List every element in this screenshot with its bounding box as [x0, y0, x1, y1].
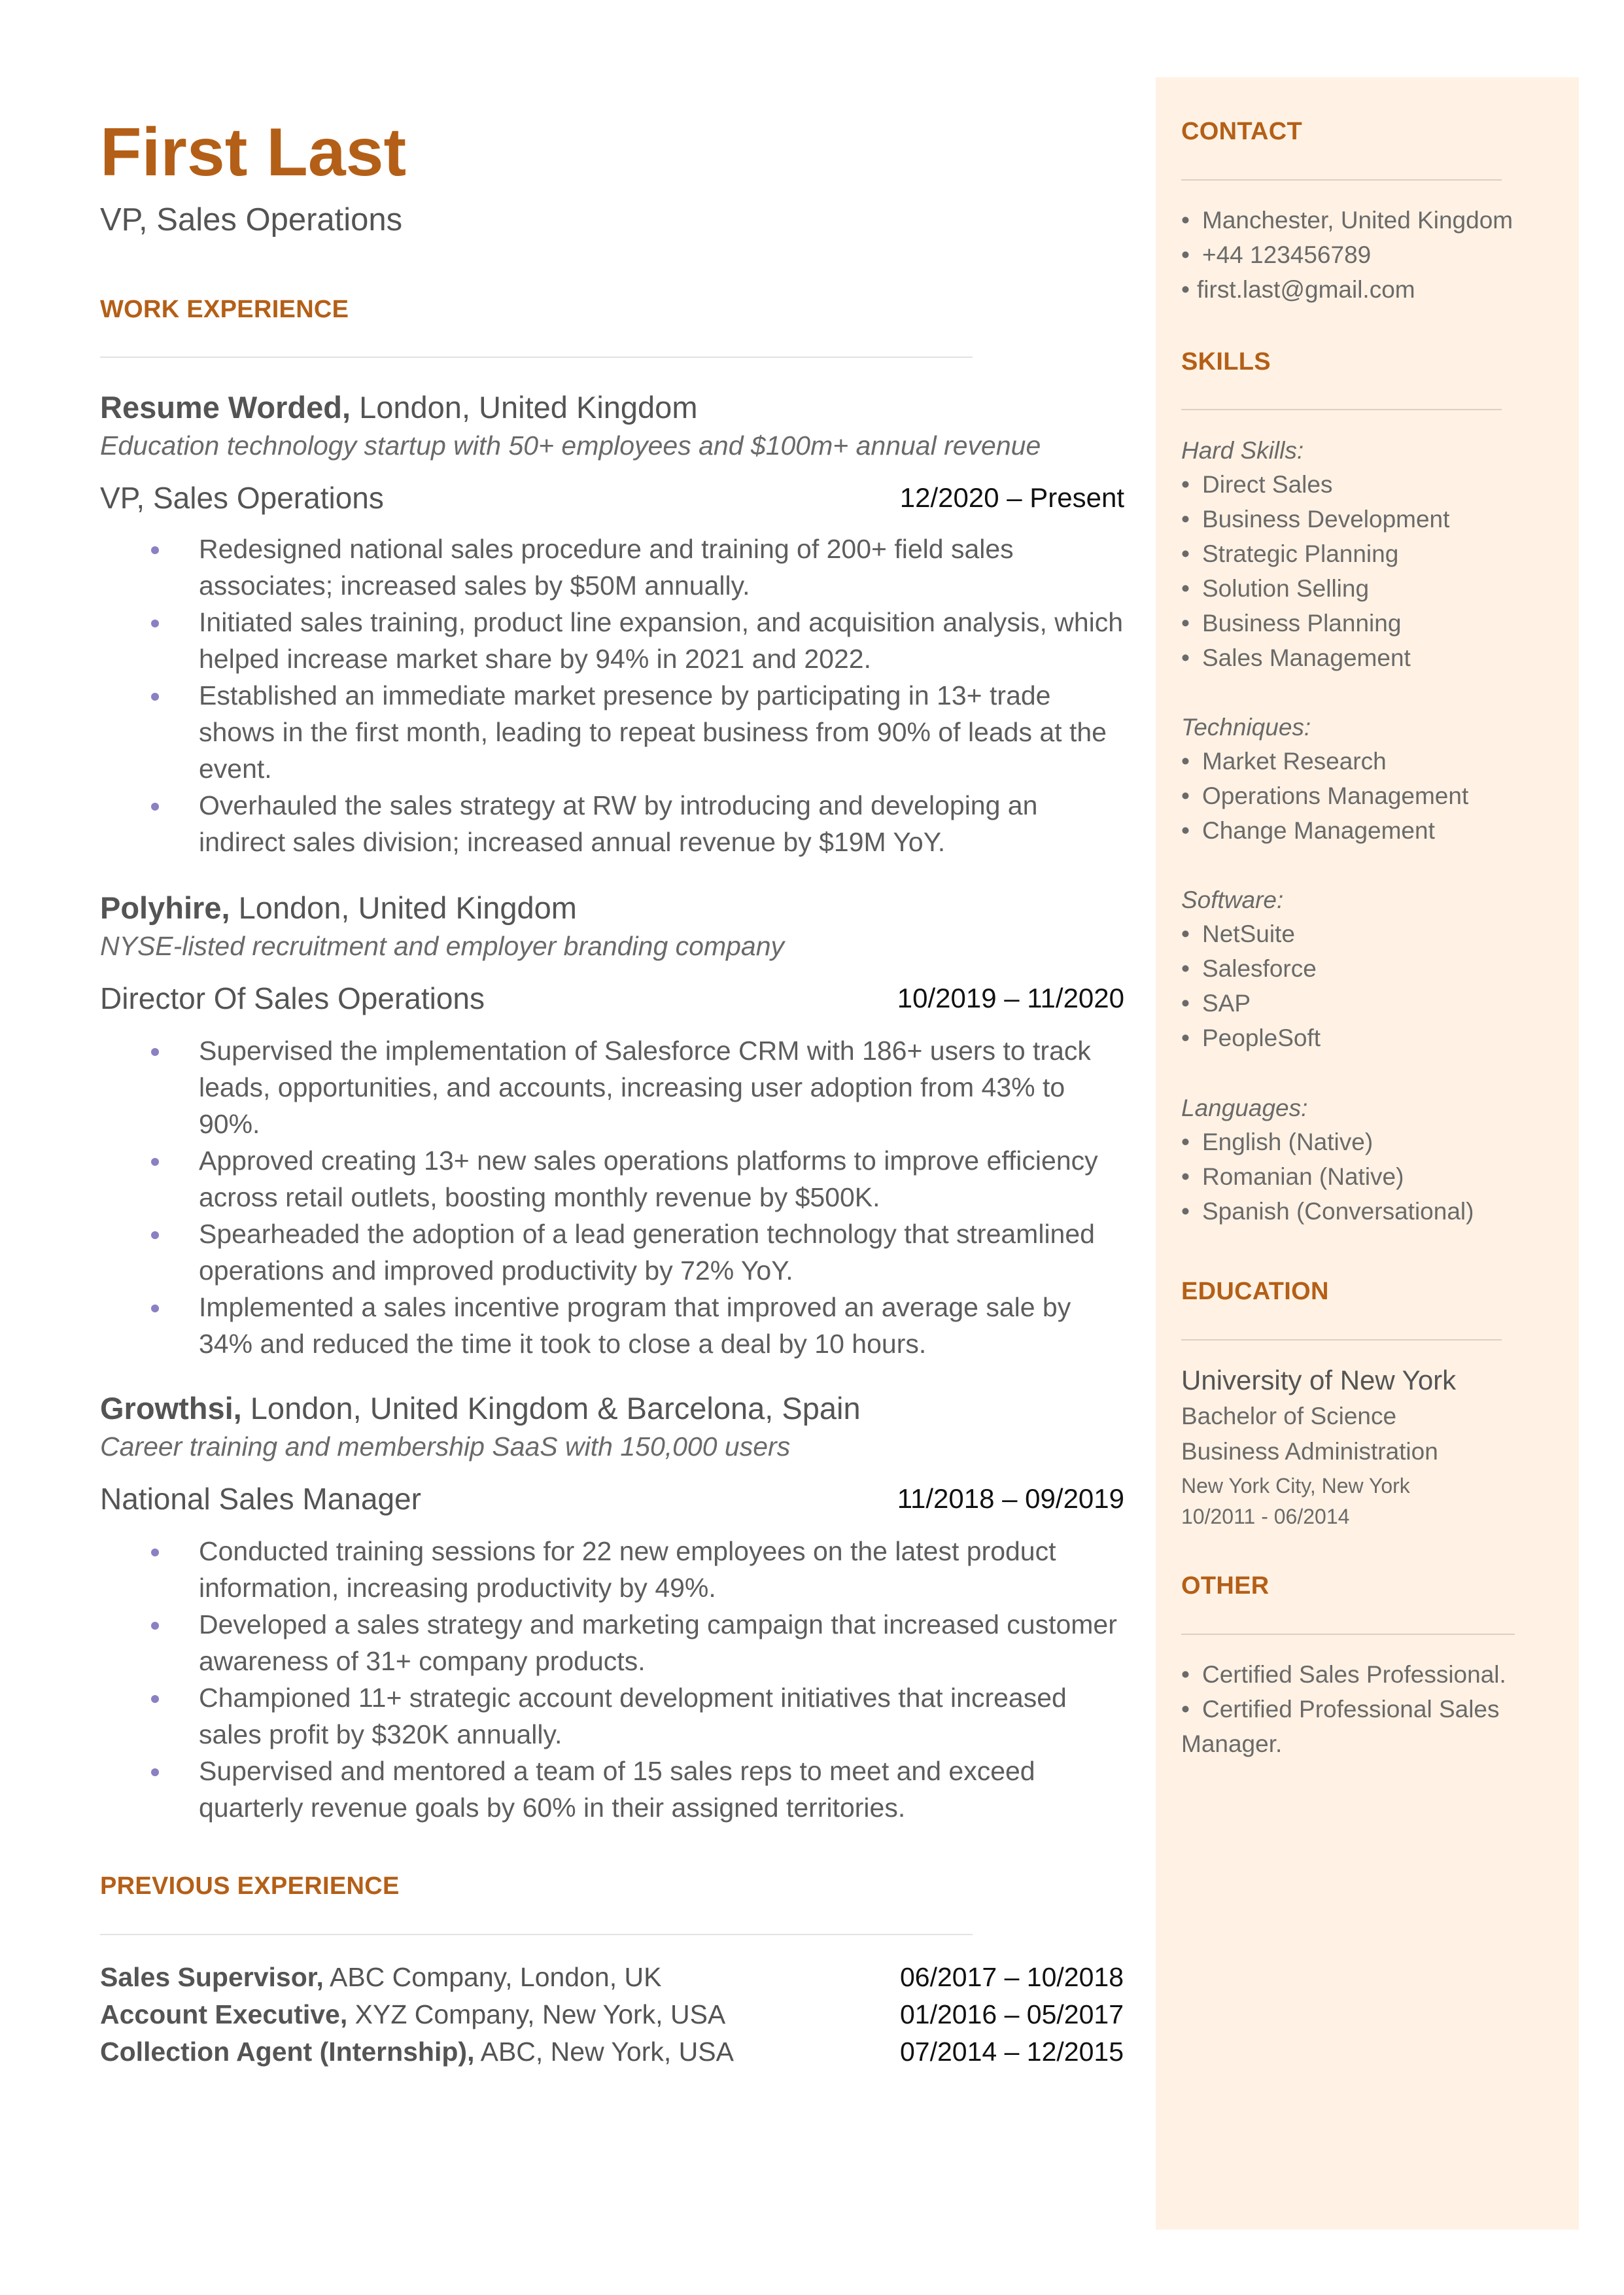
bullet-icon — [151, 1158, 159, 1166]
skills-category-label: Software: — [1181, 886, 1284, 913]
list-item: • Strategic Planning — [1181, 540, 1399, 567]
list-item: Initiated sales training, product line expansion, and acquisition analysis, which helped increase market share by 94% in 2021 and 2022. — [100, 604, 1127, 677]
education-school: University of New York — [1181, 1365, 1457, 1395]
section-divider — [1181, 409, 1502, 410]
techniques-list — [1181, 744, 1468, 848]
bullet-icon — [151, 620, 159, 627]
skills-heading: SKILLS — [1181, 348, 1271, 376]
list-item: • Market Research — [1181, 748, 1387, 775]
list-item: • English (Native) — [1181, 1129, 1373, 1155]
list-item: Redesigned national sales procedure and training of 200+ field sales associates; increased sales by $50M annually. — [100, 531, 1127, 604]
list-item: • Business Planning — [1181, 610, 1402, 637]
list-item: Account Executive, XYZ Company, New York, USA 01/2016 – 05/2017 — [100, 1999, 1124, 2029]
skills-category-label: Techniques: — [1181, 714, 1311, 741]
job-location: London, United Kingdom — [230, 890, 577, 925]
work-experience-heading: WORK EXPERIENCE — [100, 296, 349, 323]
list-item: Implemented a sales incentive program that improved an average sale by 34% and reduced the time it took to close a deal by 10 hours. — [100, 1289, 1127, 1362]
bullet-icon — [151, 1695, 159, 1703]
education-heading: EDUCATION — [1181, 1278, 1329, 1305]
software-list — [1181, 917, 1321, 1055]
job-dates: 12/2020 – Present — [899, 482, 1124, 513]
bullet-icon — [151, 546, 159, 554]
list-item: • Romanian (Native) — [1181, 1163, 1404, 1190]
bullet-icon — [151, 1549, 159, 1556]
list-item: • Solution Selling — [1181, 575, 1370, 602]
list-item: Conducted training sessions for 22 new employees on the latest product information, increasing productivity by 49%. — [100, 1533, 1127, 1606]
job-role: National Sales Manager — [100, 1482, 421, 1516]
bullet-icon — [151, 1768, 159, 1776]
list-item: Championed 11+ strategic account development initiatives that increased sales profit by $320K annually. — [100, 1679, 1127, 1753]
list-item: • NetSuite — [1181, 920, 1295, 947]
list-item: Sales Supervisor, ABC Company, London, UK 06/2017 – 10/2018 — [100, 1962, 1124, 1992]
other-list — [1181, 1657, 1521, 1761]
contact-location: • Manchester, United Kingdom — [1181, 207, 1513, 234]
job-location: London, United Kingdom & Barcelona, Spain — [241, 1391, 861, 1426]
list-item: • Sales Management — [1181, 644, 1411, 671]
section-divider — [1181, 179, 1502, 181]
list-item: • SAP — [1181, 990, 1251, 1017]
previous-dates: 06/2017 – 10/2018 — [900, 1962, 1124, 1992]
previous-dates: 01/2016 – 05/2017 — [900, 1999, 1124, 2029]
hard-skills-list — [1181, 467, 1449, 675]
job-description: Career training and membership SaaS with 150,000 users — [100, 1431, 791, 1462]
list-item: Supervised the implementation of Salesforce CRM with 186+ users to track leads, opportunities, and accounts, increasing user adoption from 43% to 90%. — [100, 1032, 1127, 1142]
job-company-name: Polyhire, — [100, 890, 230, 925]
other-heading: OTHER — [1181, 1572, 1270, 1600]
list-item: Spearheaded the adoption of a lead generation technology that streamlined operations and improved productivity by 72% YoY. — [100, 1216, 1127, 1289]
section-divider — [1181, 1339, 1502, 1340]
list-item: • Change Management — [1181, 817, 1435, 844]
job-company-name: Growthsi, — [100, 1391, 242, 1426]
list-item: Developed a sales strategy and marketing campaign that increased customer awareness of 31+ company products. — [100, 1606, 1127, 1679]
list-item: • Direct Sales — [1181, 471, 1333, 498]
education-location: New York City, New York — [1181, 1474, 1410, 1498]
bullet-icon — [151, 1305, 159, 1312]
list-item: • Certified Professional Sales Manager. — [1181, 1696, 1500, 1757]
job-company — [100, 389, 697, 425]
bullet-icon — [151, 1048, 159, 1056]
previous-experience-heading: PREVIOUS EXPERIENCE — [100, 1872, 400, 1900]
job-role: VP, Sales Operations — [100, 481, 384, 515]
list-item: Supervised and mentored a team of 15 sales reps to meet and exceed quarterly revenue goals by 60% in their assigned territories. — [100, 1753, 1127, 1826]
list-item: • Operations Management — [1181, 782, 1469, 809]
list-item: • Spanish (Conversational) — [1181, 1198, 1474, 1225]
list-item: • Salesforce — [1181, 955, 1317, 982]
job-bullets — [100, 531, 1127, 860]
contact-list — [1181, 203, 1513, 307]
bullet-icon — [151, 1231, 159, 1239]
job-company-name: Resume Worded, — [100, 390, 351, 425]
job-description: NYSE-listed recruitment and employer branding company — [100, 931, 785, 961]
job-dates: 11/2018 – 09/2019 — [897, 1483, 1124, 1514]
list-item: Established an immediate market presence by participating in 13+ trade shows in the first month, leading to repeat business from 90% of leads at the event. — [100, 677, 1127, 787]
section-divider — [100, 1934, 973, 1935]
education-field: Business Administration — [1181, 1438, 1438, 1465]
list-item: Collection Agent (Internship), ABC, New York, USA 07/2014 – 12/2015 — [100, 2037, 1124, 2067]
previous-dates: 07/2014 – 12/2015 — [900, 2037, 1124, 2067]
list-item: Overhauled the sales strategy at RW by introducing and developing an indirect sales division; increased annual revenue by $19M YoY. — [100, 787, 1127, 860]
job-role: Director Of Sales Operations — [100, 981, 485, 1015]
contact-phone: • +44 123456789 — [1181, 241, 1372, 268]
contact-heading: CONTACT — [1181, 118, 1303, 145]
languages-list — [1181, 1125, 1474, 1229]
education-degree: Bachelor of Science — [1181, 1403, 1397, 1429]
job-company — [100, 1390, 861, 1426]
bullet-icon — [151, 803, 159, 811]
bullet-icon — [151, 693, 159, 701]
candidate-title: VP, Sales Operations — [100, 202, 403, 237]
section-divider — [1181, 1634, 1515, 1635]
job-description: Education technology startup with 50+ employees and $100m+ annual revenue — [100, 430, 1041, 461]
job-bullets — [100, 1533, 1127, 1826]
list-item: • Business Development — [1181, 506, 1450, 533]
candidate-name: First Last — [100, 114, 407, 190]
job-bullets — [100, 1032, 1127, 1362]
contact-email: • first.last@gmail.com — [1181, 276, 1415, 303]
skills-category-label: Languages: — [1181, 1095, 1308, 1121]
job-dates: 10/2019 – 11/2020 — [897, 983, 1124, 1013]
bullet-icon — [151, 1622, 159, 1630]
list-item: • Certified Sales Professional. — [1181, 1661, 1506, 1688]
education-dates: 10/2011 - 06/2014 — [1181, 1505, 1350, 1528]
list-item: Approved creating 13+ new sales operations platforms to improve efficiency across retail outlets, boosting monthly revenue by $500K. — [100, 1142, 1127, 1216]
list-item: • PeopleSoft — [1181, 1025, 1321, 1051]
job-company — [100, 890, 577, 926]
job-location: London, United Kingdom — [351, 390, 698, 425]
section-divider — [100, 357, 973, 358]
skills-category-label: Hard Skills: — [1181, 437, 1304, 464]
